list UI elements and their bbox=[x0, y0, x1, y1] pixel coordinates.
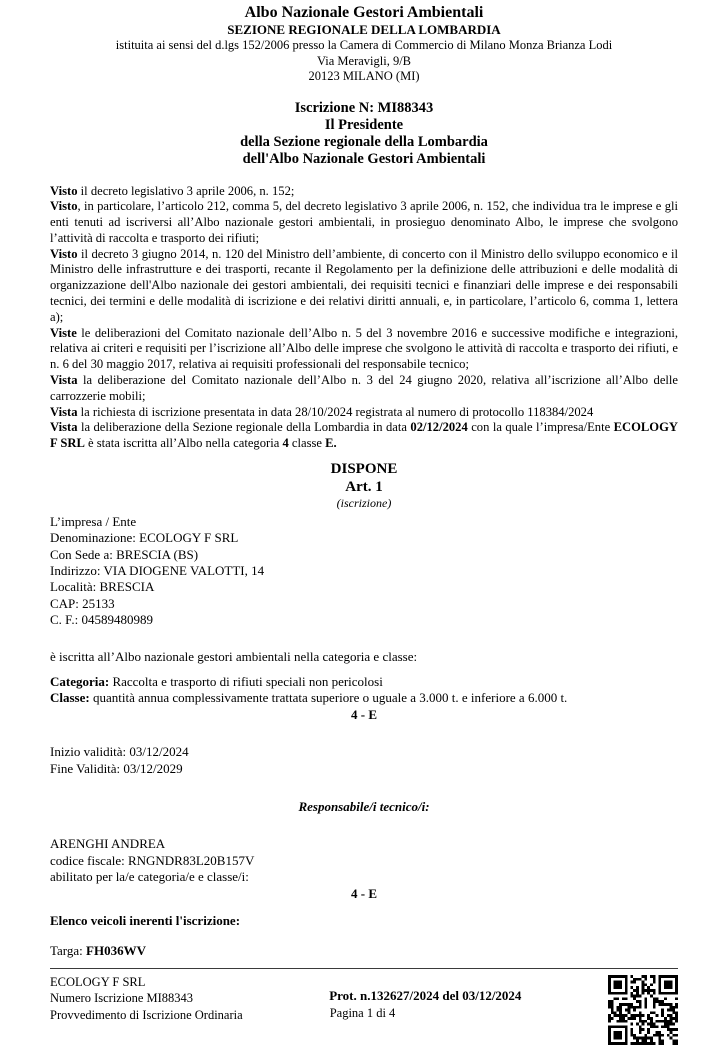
section-line: della Sezione regionale della Lombardia bbox=[240, 133, 488, 150]
registration-title-block bbox=[50, 100, 678, 168]
plate-label: Targa: bbox=[50, 942, 87, 958]
org-subtitle: SEZIONE REGIONALE DELLA LOMBARDIA bbox=[227, 22, 501, 37]
validity-start: Inizio validità: 03/12/2024 bbox=[50, 744, 189, 760]
recital-segment: Visto bbox=[50, 183, 78, 198]
org-institution-line: istituita ai sensi del d.lgs 152/2006 presso la Camera di Commercio di Milano Monza Brianza Lodi bbox=[115, 38, 613, 52]
category-label: Categoria: bbox=[50, 674, 110, 690]
category-class-code: 4 - E bbox=[351, 707, 377, 723]
recital-segment: Vista bbox=[50, 420, 78, 435]
recital-segment: E. bbox=[325, 436, 337, 451]
protocol-number: Prot. n.132627/2024 del 03/12/2024 bbox=[329, 987, 522, 1003]
recital-segment: classe bbox=[288, 436, 326, 451]
recital-segment: è stata iscritta all’Albo nella categoria bbox=[84, 436, 283, 451]
recital-segment: la deliberazione della Sezione regionale della Lombardia in data bbox=[77, 420, 411, 435]
recital-segment: le deliberazioni del Comitato nazionale dell’Albo n. 5 del 3 novembre 2016 e successive modifiche e integrazioni, relativa ai criteri e requisiti per l’iscrizione all’Albo delle imprese che svolgono le attività di raccolta e trasporto dei rifiuti, e n. 6 del 30 maggio 2017, relativa ai requisiti professionali del responsabile tecnico; bbox=[50, 325, 678, 372]
recitals bbox=[50, 184, 678, 453]
recital-segment: Visto bbox=[50, 246, 78, 261]
class-line bbox=[50, 690, 678, 706]
registration-category-block bbox=[50, 674, 678, 723]
validity-end: Fine Validità: 03/12/2029 bbox=[50, 760, 183, 776]
footer-registration-number: Numero Iscrizione MI88343 bbox=[50, 991, 194, 1006]
recital-segment: Vista bbox=[50, 373, 78, 388]
class-value: quantità annua complessivamente trattata superiore o uguale a 3.000 t. e inferiore a 6.000 t. bbox=[89, 690, 568, 706]
company-locality: Località: BRESCIA bbox=[50, 579, 155, 595]
document-header bbox=[50, 3, 678, 85]
albo-line: dell'Albo Nazionale Gestori Ambientali bbox=[242, 150, 486, 167]
recital-segment: , in particolare, l’articolo 212, comma 5, del decreto legislativo 3 aprile 2006, n. 152, che individua tra le imprese e gli enti tenuti ad iscriversi all’Albo nazionale gestori ambientali, in prosieguo denominato Albo, le imprese che svolgono l’attività di raccolta e trasporto dei rifiuti; bbox=[50, 199, 678, 245]
org-title: Albo Nazionale Gestori Ambientali bbox=[244, 4, 484, 21]
recital-paragraph bbox=[50, 184, 678, 200]
org-city: 20123 MILANO (MI) bbox=[308, 69, 420, 83]
org-address: Via Meravigli, 9/B bbox=[316, 53, 412, 68]
footer-provision: Provvedimento di Iscrizione Ordinaria bbox=[50, 1007, 243, 1022]
company-block bbox=[50, 514, 678, 628]
recital-segment: ECOLOGY F SRL bbox=[50, 420, 678, 451]
recital-paragraph bbox=[50, 247, 678, 326]
recital-paragraph bbox=[50, 405, 678, 421]
recital-paragraph bbox=[50, 199, 678, 246]
registration-intro: è iscritta all’Albo nazionale gestori ambientali nella categoria e classe: bbox=[50, 649, 418, 665]
recital-paragraph bbox=[50, 326, 678, 373]
company-cap: CAP: 25133 bbox=[50, 595, 115, 611]
recital-segment: 4 bbox=[282, 436, 289, 451]
recital-segment: Vista bbox=[50, 404, 78, 419]
company-seat: Con Sede a: BRESCIA (BS) bbox=[50, 546, 199, 562]
recital-segment: la richiesta di iscrizione presentata in data 28/10/2024 registrata al numero di protocollo 118384/2024 bbox=[77, 404, 594, 419]
technical-manager-name: ARENGHI ANDREA bbox=[50, 836, 166, 852]
page-number: Pagina 1 di 4 bbox=[329, 1006, 396, 1020]
footer-company-name: ECOLOGY F SRL bbox=[50, 974, 146, 989]
recital-segment: la deliberazione del Comitato nazionale dell’Albo n. 3 del 24 giugno 2020, relativa all’iscrizione all’Albo delle carrozzerie mobili; bbox=[50, 373, 678, 403]
company-intro: L’impresa / Ente bbox=[50, 514, 137, 530]
recital-paragraph bbox=[50, 420, 678, 452]
technical-manager-enabled-for: abilitato per la/e categoria/e e classe/i: bbox=[50, 869, 249, 885]
recital-segment: Visto bbox=[50, 199, 78, 214]
class-label: Classe: bbox=[50, 690, 90, 706]
registration-number-line: Iscrizione N: MI88343 bbox=[294, 99, 434, 116]
technical-manager-block bbox=[50, 836, 678, 886]
recital-segment: il decreto 3 giugno 2014, n. 120 del Ministro dell’ambiente, di concerto con il Ministro dello sviluppo economico e il Ministro delle infrastrutture e dei trasporti, recante il Regolamento per la definizione delle attribuzioni e delle modalità di organizzazione dell'Albo nazionale dei gestori ambientali, dei requisiti tecnici e finanziari delle imprese e dei responsabili tecnici, dei termini e delle modalità di iscrizione e dei relativi diritti annuali, e, in particolare, l’articolo 6, comma 1, lettera a); bbox=[50, 246, 678, 324]
plate-value: FH036WV bbox=[86, 942, 146, 958]
company-fiscal-code: C. F.: 04589480989 bbox=[50, 611, 153, 627]
president-line: Il Presidente bbox=[324, 116, 404, 133]
validity-block bbox=[50, 744, 678, 777]
dispone-title: DISPONE bbox=[330, 461, 398, 478]
technical-manager-code: 4 - E bbox=[351, 885, 377, 901]
category-value: Raccolta e trasporto di rifiuti speciali non pericolosi bbox=[109, 674, 383, 690]
dispone-article: Art. 1 bbox=[345, 479, 383, 496]
technical-manager-heading: Responsabile/i tecnico/i: bbox=[298, 799, 430, 815]
dispone-subtitle: (iscrizione) bbox=[336, 496, 392, 511]
category-line bbox=[50, 674, 678, 690]
recital-segment: il decreto legislativo 3 aprile 2006, n. 152; bbox=[77, 183, 295, 198]
recital-paragraph bbox=[50, 373, 678, 405]
vehicle-plate-line bbox=[50, 943, 678, 959]
recital-segment: 02/12/2024 bbox=[410, 420, 468, 435]
company-address: Indirizzo: VIA DIOGENE VALOTTI, 14 bbox=[50, 562, 265, 578]
recital-segment: Viste bbox=[50, 325, 77, 340]
company-denomination: Denominazione: ECOLOGY F SRL bbox=[50, 530, 239, 546]
vehicles-heading: Elenco veicoli inerenti l'iscrizione: bbox=[50, 912, 241, 928]
dispone-block bbox=[50, 460, 678, 510]
recital-segment: con la quale l’impresa/Ente bbox=[467, 420, 614, 435]
technical-manager-fiscal-code: codice fiscale: RNGNDR83L20B157V bbox=[50, 852, 255, 868]
